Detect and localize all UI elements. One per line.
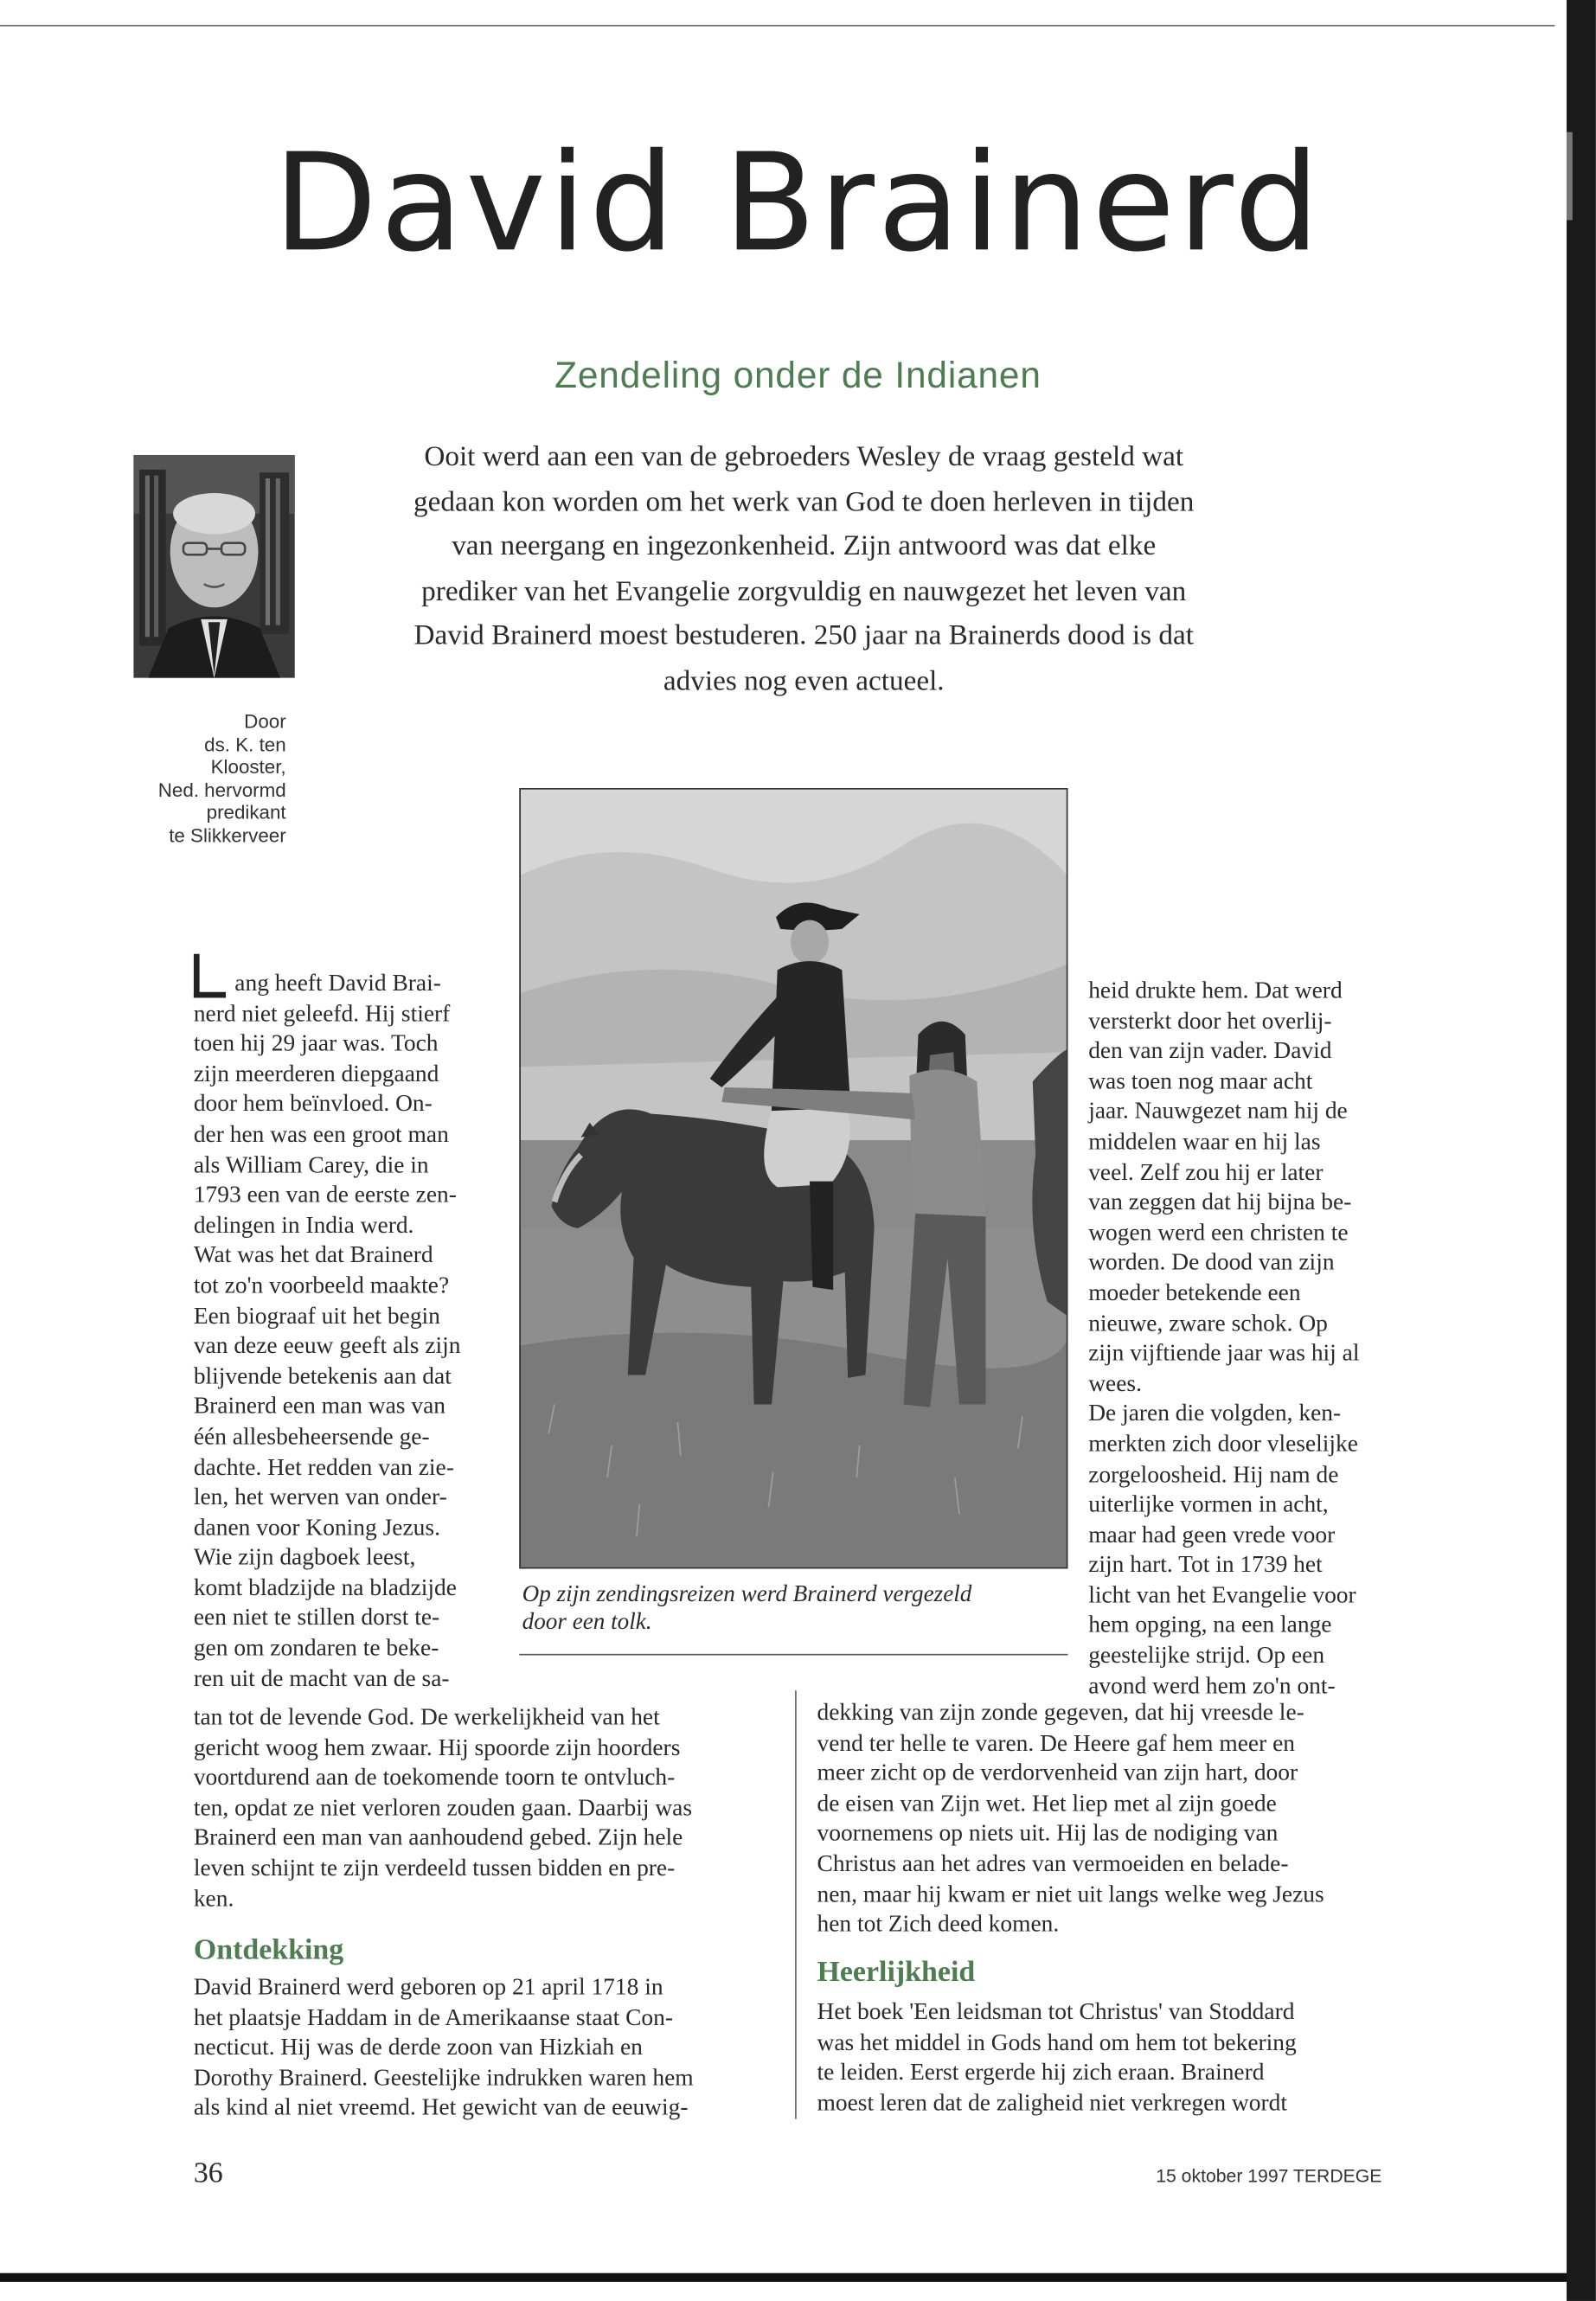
text-line: het plaatsje Haddam in de Amerikaanse staat Con- [193,2003,673,2031]
column-rule [795,1690,797,2118]
text-line: zijn vijftiende jaar was hij al [1088,1340,1360,1367]
text-line: wogen werd een christen te [1088,1219,1349,1246]
text-line: voortdurend aan de toekomende toorn te ontvluch- [193,1764,676,1791]
article-title: David Brainerd [273,125,1323,282]
text-line: nerd niet geleefd. Hij stierf [193,1000,451,1027]
intro-line: gedaan kon worden om het werk van God te doen herleven in tijden [413,486,1195,517]
text-line: zijn meerderen diepgaand [193,1061,439,1087]
text-line: Wat was het dat Brainerd [193,1241,433,1269]
text-line: door hem beïnvloed. On- [193,1091,433,1118]
text-line: één allesbeheersende ge- [193,1423,430,1450]
text-line: worden. De dood van zijn [1088,1249,1335,1276]
byline-line: Ned. hervormd [157,778,286,801]
right-column-2 [817,1698,1324,1939]
text-line: nen, maar hij kwam er niet uit langs welke weg Jezus [817,1881,1324,1907]
text-line: komt bladzijde na bladzijde [193,1574,457,1601]
text-line: ten, opdat ze niet verloren zouden gaan. Daarbij was [193,1794,693,1821]
right-column-1 [1088,976,1359,1701]
text-line: een niet te stillen dorst te- [193,1604,440,1631]
text-line: nieuwe, zware schok. Op [1088,1310,1328,1336]
text-line: der hen was een groot man [193,1120,449,1148]
text-line: hen tot Zich deed komen. [817,1910,1060,1938]
text-line: Dorothy Brainerd. Geestelijke indrukken waren hem [193,2064,694,2091]
caption-rule [519,1654,1067,1656]
text-line: van zeggen dat hij bijna be- [1088,1189,1352,1215]
text-line: zorgeloosheid. Hij nam de [1088,1460,1339,1488]
text-line: avond werd hem zo'n ont- [1088,1672,1336,1699]
right-column-3 [817,1997,1297,2118]
article-intro [335,436,1273,704]
text-line: ken. [193,1885,234,1912]
text-line: hem opging, na een lange [1088,1612,1332,1638]
text-line: ang heeft David Brai- [234,970,441,997]
text-line: Wie zijn dagboek leest, [193,1544,416,1571]
text-line: moest leren dat de zaligheid niet verkregen wordt [817,2089,1287,2116]
page-number: 36 [193,2157,223,2190]
text-line: maar had geen vrede voor [1088,1521,1336,1548]
byline [88,710,286,847]
byline-line: Door [244,710,286,733]
intro-line: Ooit werd aan een van de gebroeders Wesley de vraag gesteld wat [424,441,1184,473]
text-line: toen hij 29 jaar was. Toch [193,1030,439,1057]
byline-line: te Slikkerveer [169,824,286,846]
text-line: tan tot de levende God. De werkelijkheid van het [193,1703,660,1731]
text-line: Christus aan het adres van vermoeiden en belade- [817,1850,1289,1877]
text-line: heid drukte hem. Dat werd [1088,977,1343,1004]
left-column-1 [194,969,461,1694]
caption-line: door een tolk. [522,1609,652,1635]
photo-caption [522,1580,1068,1636]
text-line: ren uit de macht van de sa- [193,1664,450,1692]
text-line: Brainerd een man van aanhoudend gebed. Zijn hele [193,1824,683,1851]
text-line: veel. Zelf zou hij er later [1088,1158,1324,1185]
byline-line: ds. K. ten [204,733,286,755]
text-line: De jaren die volgden, ken- [1088,1400,1342,1427]
byline-line: Klooster, [210,755,286,779]
text-line: wees. [1088,1369,1142,1397]
text-line: de eisen van Zijn wet. Het liep met al zijn goede [817,1790,1277,1817]
text-line: Brainerd een man was van [193,1393,445,1420]
text-line: Een biograaf uit het begin [193,1302,440,1330]
section-heading-heerlijkheid: Heerlijkheid [817,1956,976,1989]
text-line: jaar. Nauwgezet nam hij de [1088,1098,1348,1125]
text-line: vend ter helle te varen. De Heere gaf hem meer en [817,1729,1296,1756]
text-line: als kind al niet vreemd. Het gewicht van de eeuwig- [193,2094,689,2121]
intro-line: prediker van het Evangelie zorgvuldig en nauwgezet het leven van [421,575,1187,607]
article-subtitle: Zendeling onder de Indianen [554,355,1042,397]
painting-photo [519,788,1067,1568]
text-line: Het boek 'Een leidsman tot Christus' van Stoddard [817,1998,1295,2026]
text-line: 1793 een van de eerste zen- [193,1181,457,1208]
text-line: te leiden. Eerst ergerde hij zich eraan. Brainerd [817,2059,1265,2086]
text-line: zijn hart. Tot in 1739 het [1088,1551,1323,1579]
section-heading-ontdekking: Ontdekking [193,1933,344,1967]
text-line: gericht woog hem zwaar. Hij spoorde zijn hoorders [193,1734,681,1760]
scan-edge-bottom [0,2273,1567,2282]
author-portrait [133,455,295,678]
text-line: was toen nog maar acht [1088,1067,1313,1095]
text-line: delingen in India werd. [193,1211,414,1239]
text-line: licht van het Evangelie voor [1088,1581,1356,1609]
text-line: den van zijn vader. David [1088,1037,1332,1065]
intro-line: van neergang en ingezonkenheid. Zijn antwoord was dat elke [452,531,1157,562]
left-column-2 [194,1702,692,1914]
text-line: dekking van zijn zonde gegeven, dat hij vreesde le- [817,1699,1304,1726]
scan-edge-right [1567,0,1596,2301]
text-line: necticut. Hij was de derde zoon van Hizkiah en [193,2034,643,2061]
caption-line: Op zijn zendingsreizen werd Brainerd vergezeld [522,1581,972,1607]
text-line: dachte. Het redden van zie- [193,1453,454,1480]
text-line: als William Carey, die in [193,1150,429,1178]
text-line: merkten zich door vleselijke [1088,1430,1358,1458]
text-line: len, het werven van onder- [193,1484,447,1510]
intro-line: David Brainerd moest bestuderen. 250 jaar na Brainerds dood is dat [413,620,1194,652]
text-line: blijvende betekenis aan dat [193,1362,452,1390]
text-line: van deze eeuw geeft als zijn [193,1332,461,1360]
text-line: was het middel in Gods hand om hem tot bekering [817,2029,1297,2055]
text-line: meer zicht op de verdorvenheid van zijn hart, door [817,1759,1298,1786]
text-line: middelen waar en hij las [1088,1128,1321,1156]
text-line: danen voor Koning Jezus. [193,1514,440,1541]
text-line: David Brainerd werd geboren op 21 april 1718 in [193,1973,663,2001]
text-line: leven schijnt te zijn verdeeld tussen bidden en pre- [193,1855,676,1881]
text-line: voornemens op niets uit. Hij las de nodiging van [817,1820,1279,1847]
text-line: uiterlijke vormen in acht, [1088,1490,1329,1518]
text-line: gen om zondaren te beke- [193,1634,439,1662]
left-column-3 [194,1972,694,2124]
top-rule [0,25,1554,27]
intro-line: advies nog even actueel. [663,665,945,696]
text-line: geestelijke strijd. Op een [1088,1642,1325,1669]
issue-footer: 15 oktober 1997 TERDEGE [1156,2165,1382,2187]
text-line: tot zo'n voorbeeld maakte? [193,1272,450,1299]
text-line: versterkt door het overlij- [1088,1007,1332,1035]
byline-line: predikant [206,801,286,824]
text-line: moeder betekende een [1088,1279,1301,1306]
